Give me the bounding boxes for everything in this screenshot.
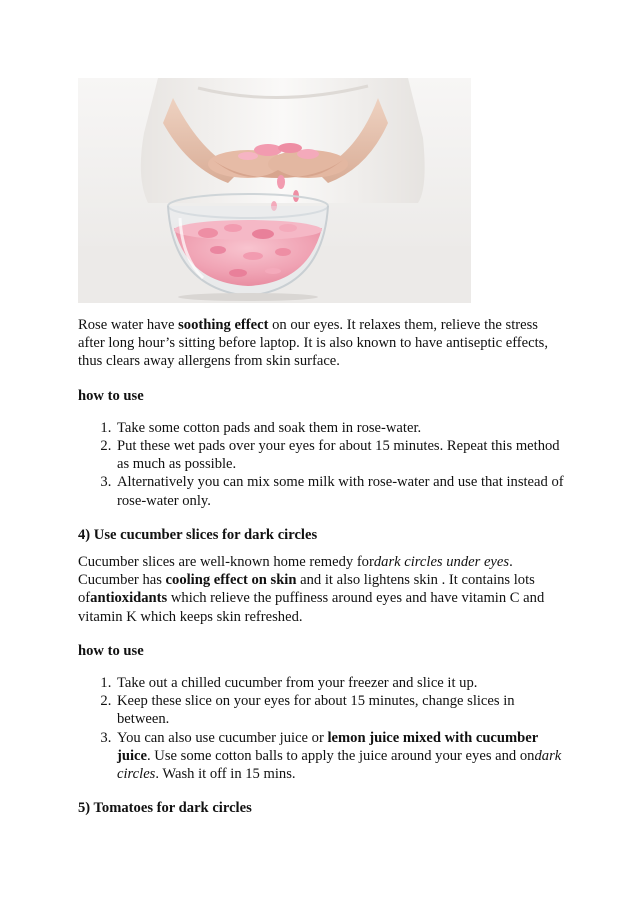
antioxidants-bold: antioxidants xyxy=(90,590,168,607)
lemon-juice-bold: lemon juice mixed with cucumber juice xyxy=(117,729,538,764)
photo-illustration xyxy=(78,78,471,303)
rose-water-paragraph: Rose water have soothing effect on our eyes. It relaxes them, relieve the stress after long hour’s sitting before laptop. It is also known to have antiseptic effects, thus clears away allergens from skin surface. xyxy=(78,317,548,370)
dark-circles-under-eyes-italic: dark circles under eyes xyxy=(373,554,510,571)
rose-how-to-use-heading: how to use xyxy=(78,387,144,404)
list-item: 3. Alternatively you can mix some milk with rose-water and use that instead of rose-water only. xyxy=(115,473,568,509)
list-item: 1. Take some cotton pads and soak them in rose-water. xyxy=(115,419,568,437)
cucumber-section-heading: 4) Use cucumber slices for dark circles xyxy=(78,526,318,543)
rose-petal-bowl-photo xyxy=(78,78,471,303)
list-item: 2. Keep these slice on your eyes for about 15 minutes, change slices in between. xyxy=(115,692,568,728)
dark-circles-italic: dark circles xyxy=(117,747,562,783)
cucumber-paragraph: Cucumber slices are well-known home remedy fordark circles under eyes. Cucumber has cooling effect on skin and it also lightens skin . It contains lots ofantioxidants which relieve the puffiness around eyes and have vitamin C and vitamin K which keeps skin refreshed. xyxy=(78,554,545,625)
rose-steps-list xyxy=(78,419,568,510)
cucumber-steps-list xyxy=(78,674,568,783)
list-item: 1. Take out a chilled cucumber from your freezer and slice it up. xyxy=(115,674,568,692)
list-item: 2. Put these wet pads over your eyes for about 15 minutes. Repeat this method as much as possible. xyxy=(115,437,568,473)
list-item: 3. You can also use cucumber juice or lemon juice mixed with cucumber juice. Use some cotton balls to apply the juice around your eyes and ondark circles. Wash it off in 15 mins. xyxy=(115,729,568,784)
soothing-effect-bold: soothing effect xyxy=(178,317,269,333)
tomato-section-heading: 5) Tomatoes for dark circles xyxy=(78,800,252,817)
article-body xyxy=(78,316,568,826)
cucumber-how-to-use-heading: how to use xyxy=(78,642,144,659)
cooling-effect-bold: cooling effect on skin xyxy=(165,572,297,589)
